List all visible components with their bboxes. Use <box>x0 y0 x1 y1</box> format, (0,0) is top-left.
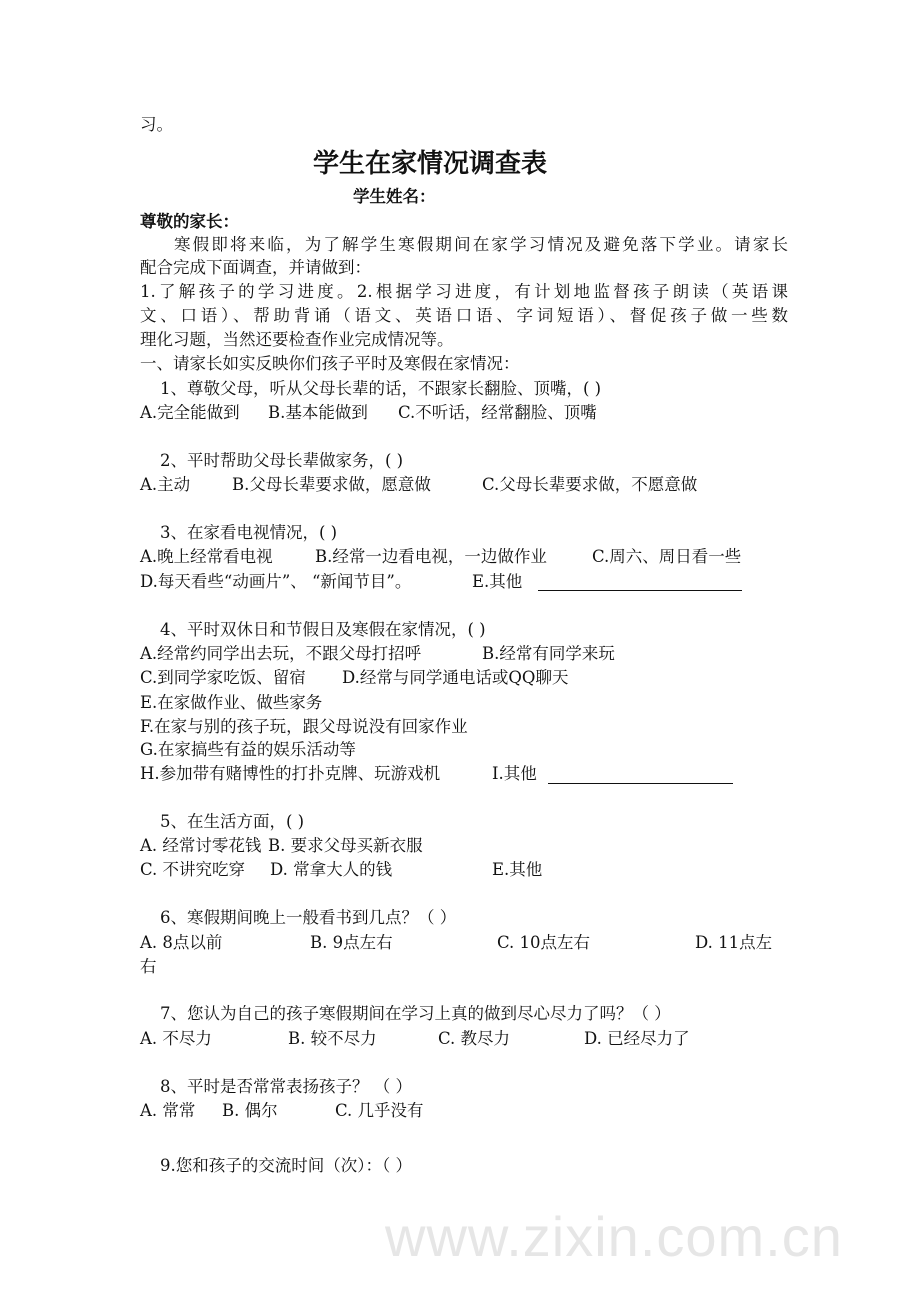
answer-blank[interactable] <box>548 783 733 784</box>
option: D. 11点左 <box>695 933 773 952</box>
question-3: 3、在家看电视情况，( ) <box>160 523 338 542</box>
option: C.到同学家吃饭、留宿 <box>140 668 306 687</box>
option: I.其他 <box>492 764 537 783</box>
option: H.参加带有赌博性的打扑克牌、玩游戏机 <box>140 764 441 783</box>
watermark: www.zixin.com.cn <box>385 1205 843 1268</box>
option: F.在家与别的孩子玩，跟父母说没有回家作业 <box>140 717 468 736</box>
option: G.在家搞些有益的娱乐活动等 <box>140 740 356 759</box>
question-8: 8、平时是否常常表扬孩子？ （ ） <box>160 1077 412 1096</box>
option: A.完全能做到 <box>140 403 240 422</box>
option: B. 偶尔 <box>222 1101 278 1120</box>
option: D. 已经尽力了 <box>584 1029 690 1048</box>
question-2: 2、平时帮助父母长辈做家务，( ) <box>160 451 404 470</box>
option: C.父母长辈要求做，不愿意做 <box>482 475 698 494</box>
option: E.其他 <box>492 860 543 879</box>
option: A. 8点以前 <box>140 933 223 952</box>
option: C.不听话，经常翻脸、顶嘴 <box>398 403 597 422</box>
question-4: 4、平时双休日和节假日及寒假在家情况，( ) <box>160 620 486 639</box>
option: B.父母长辈要求做，愿意做 <box>232 475 431 494</box>
option: C. 教尽力 <box>438 1029 511 1048</box>
option: A. 不尽力 <box>140 1029 212 1048</box>
question-1: 1、尊敬父母，听从父母长辈的话，不跟家长翻脸、顶嘴，( ) <box>160 379 602 398</box>
option: B.基本能做到 <box>268 403 368 422</box>
option: C. 几乎没有 <box>335 1101 424 1120</box>
question-6: 6、寒假期间晚上一般看书到几点？（ ） <box>160 908 457 927</box>
page-title: 学生在家情况调查表 <box>312 149 547 179</box>
previous-page-tail: 习。 <box>140 115 173 134</box>
intro-line: 寒假即将来临，为了解学生寒假期间在家学习情况及避免落下学业。请家长 <box>174 235 788 254</box>
question-7: 7、您认为自己的孩子寒假期间在学习上真的做到尽心尽力了吗？（ ） <box>160 1004 671 1023</box>
option: E.其他 <box>472 572 523 591</box>
intro-line: 1.了解孩子的学习进度。2.根据学习进度，有计划地监督孩子朗读（英语课 <box>140 282 788 301</box>
student-name-label: 学生姓名： <box>353 187 436 206</box>
option: B.经常一边看电视，一边做作业 <box>315 547 547 566</box>
option: A.主动 <box>140 475 191 494</box>
intro-line: 文、口语）、帮助背诵（语文、英语口语、字词短语）、督促孩子做一些数 <box>140 306 788 325</box>
option: C.周六、周日看一些 <box>592 547 742 566</box>
option-wrap: 右 <box>140 957 157 976</box>
question-9: 9.您和孩子的交流时间（次）：（ ） <box>160 1156 412 1175</box>
intro-line: 理化习题，当然还要检查作业完成情况等。 <box>140 330 454 349</box>
option: B. 较不尽力 <box>288 1029 377 1048</box>
option: C. 不讲究吃穿 <box>140 860 246 879</box>
option: D. 常拿大人的钱 <box>270 860 393 879</box>
question-5: 5、在生活方面，( ) <box>160 812 305 831</box>
answer-blank[interactable] <box>538 590 742 591</box>
option: E.在家做作业、做些家务 <box>140 693 323 712</box>
option: D.每天看些“动画片”、 “新闻节目”。 <box>140 572 412 591</box>
intro-line: 配合完成下面调查，并请做到： <box>140 258 371 277</box>
option: A.经常约同学出去玩，不跟父母打招呼 <box>140 644 422 663</box>
option: A. 常常 <box>140 1101 196 1120</box>
option: B. 9点左右 <box>310 933 393 952</box>
option: A. 经常讨零花钱 <box>140 836 262 855</box>
option: A.晚上经常看电视 <box>140 547 273 566</box>
option: B. 要求父母买新衣服 <box>268 836 423 855</box>
section-heading: 一、请家长如实反映你们孩子平时及寒假在家情况： <box>140 354 520 373</box>
salutation: 尊敬的家长： <box>140 212 239 231</box>
option: C. 10点左右 <box>497 933 591 952</box>
option: B.经常有同学来玩 <box>482 644 615 663</box>
option: D.经常与同学通电话或QQ聊天 <box>342 668 569 687</box>
